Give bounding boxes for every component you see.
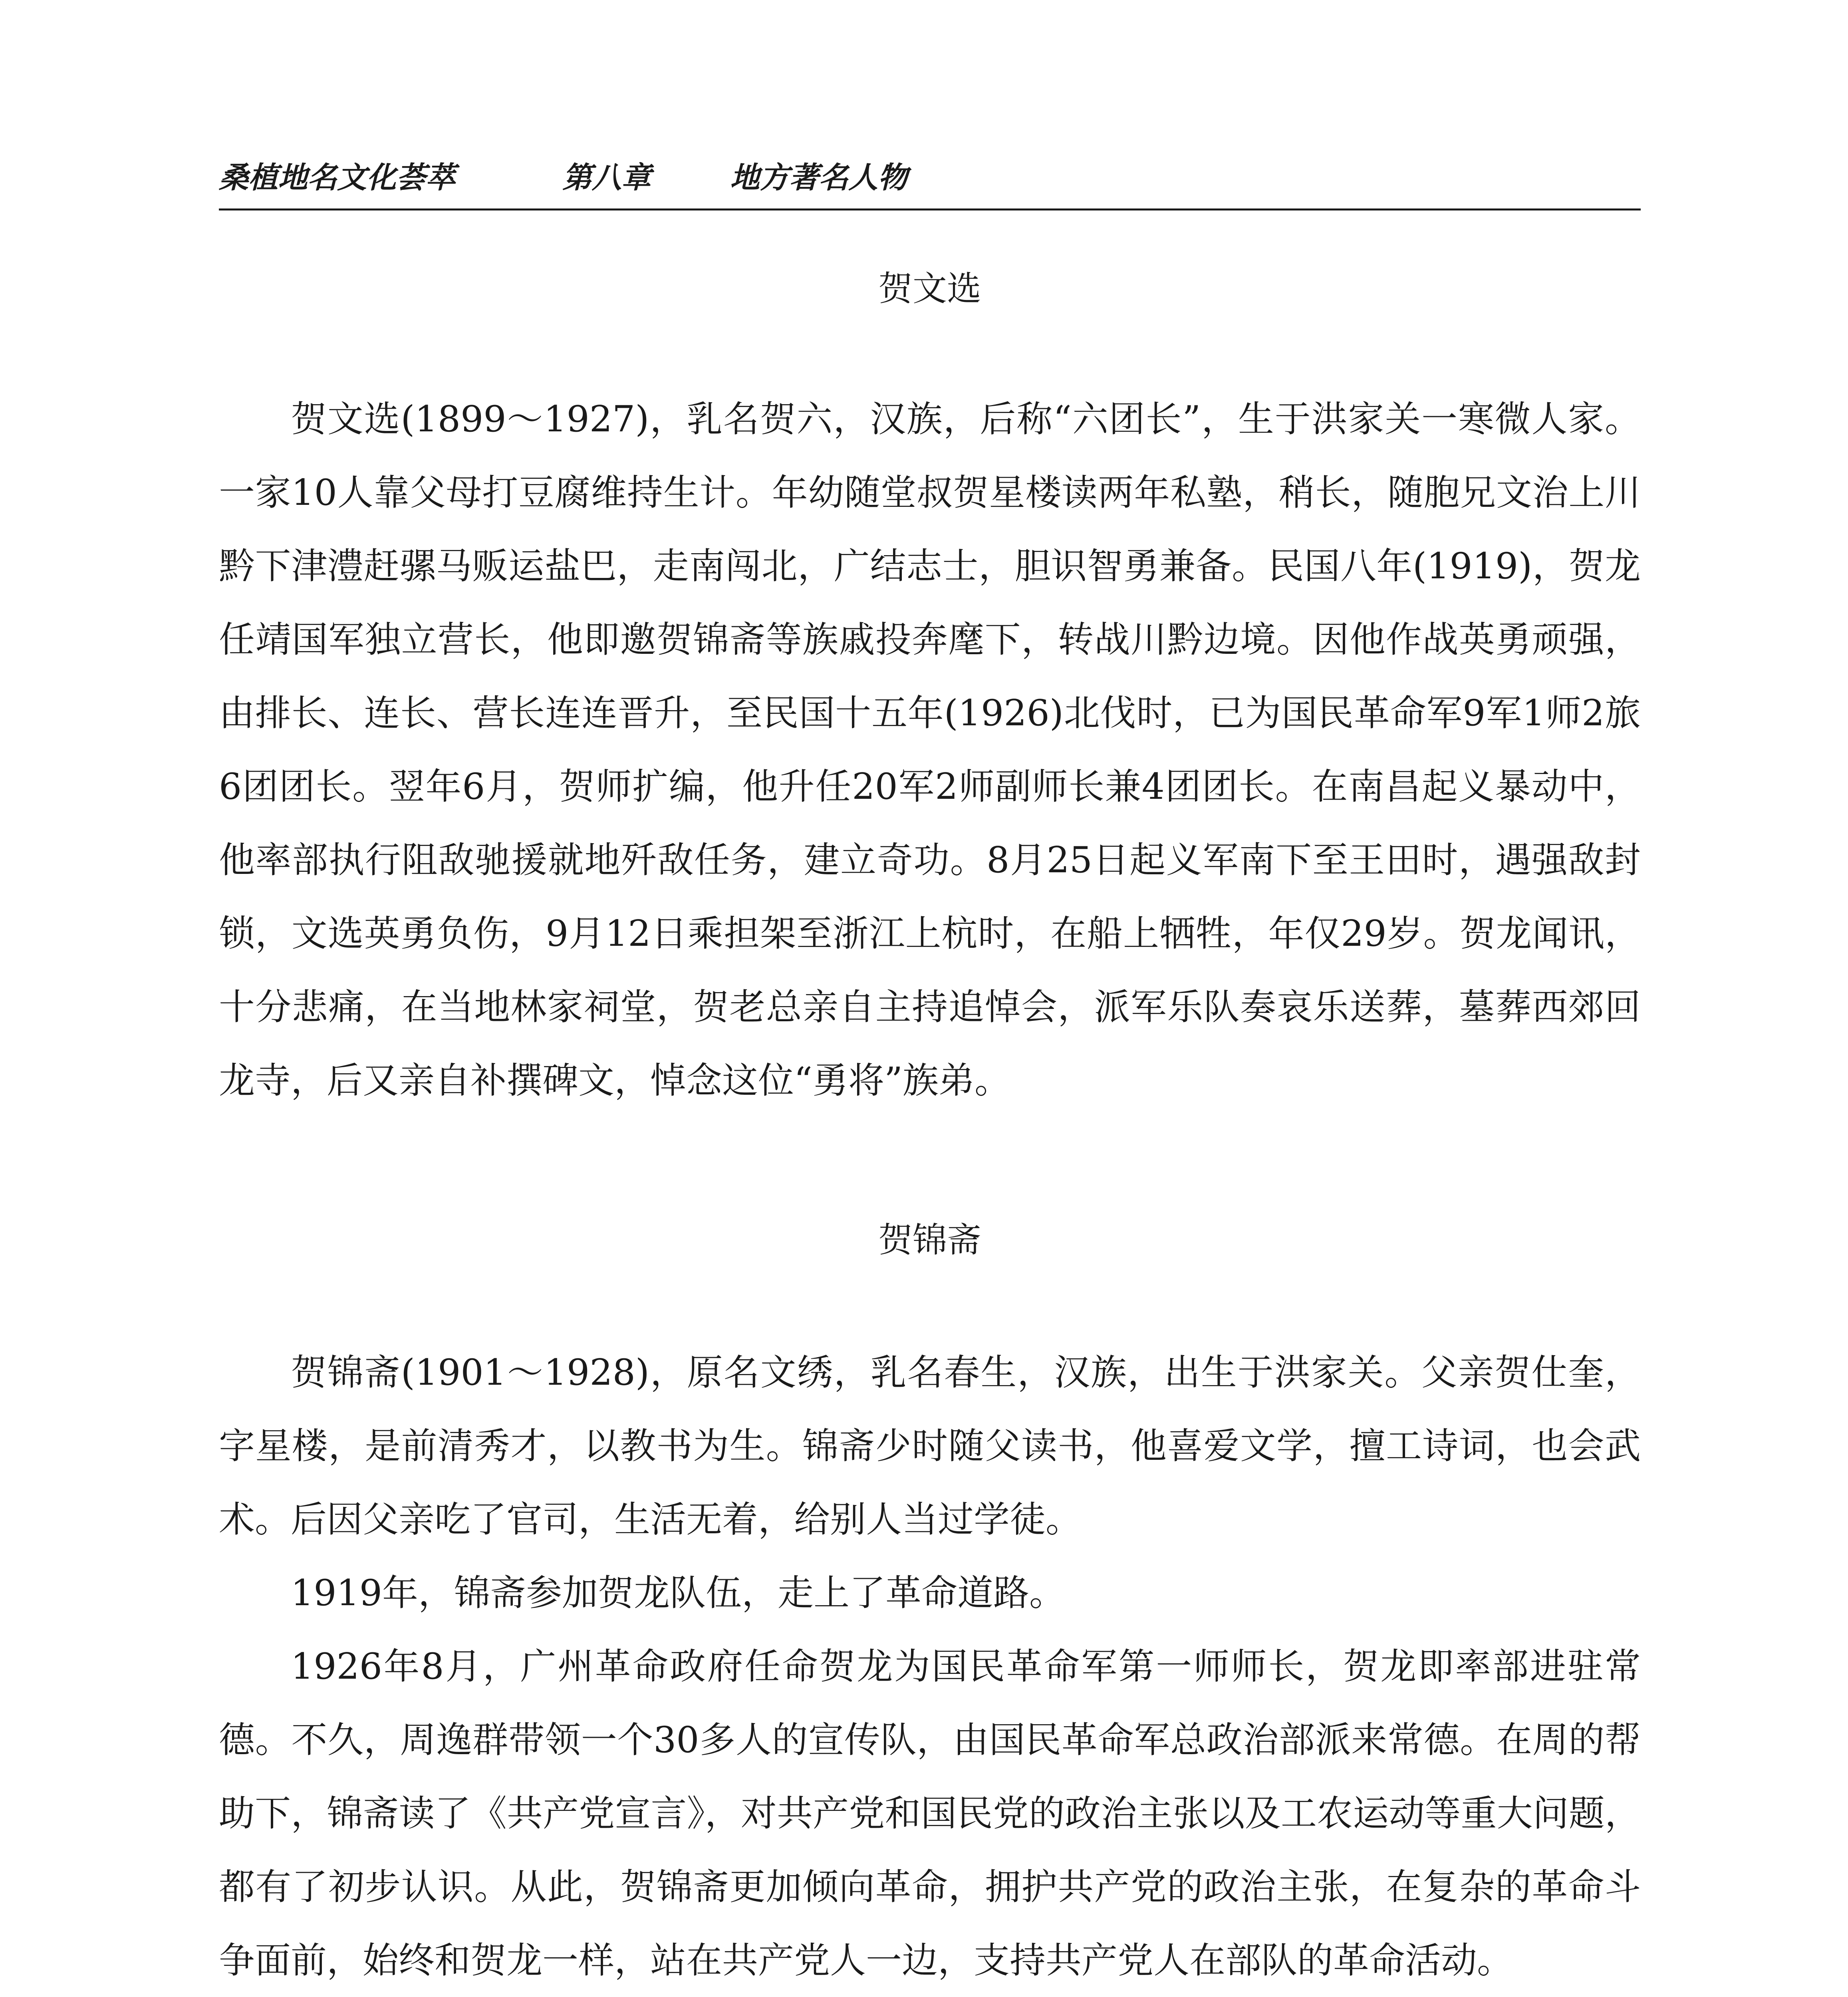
chapter-number: 第八章	[562, 161, 651, 195]
paragraph: 1919年，锦斋参加贺龙队伍，走上了革命道路。	[291, 1572, 1066, 1614]
paragraph: 贺文选(1899～1927)，乳名贺六，汉族，后称“六团长”，生于洪家关一寒微人家。一家10人靠父母打豆腐维持生计。年幼随堂叔贺星楼读两年私塾，稍长，随胞兄文治上川黔下津澧赶骡马贩运盐巴，走南闯北，广结志士，胆识智勇兼备。民国八年(1919)，贺龙任靖国军独立营长，他即邀贺锦斋等族戚投奔麾下，转战川黔边境。因他作战英勇顽强，由排长、连长、营长连连晋升，至民国十五年(1926)北伐时，已为国民革命军9军1师2旅6团团长。翌年6月，贺师扩编，他升任20军2师副师长兼4团团长。在南昌起义暴动中，他率部执行阻敌驰援就地歼敌任务，建立奇功。8月25日起义军南下至王田时，遇强敌封锁，文选英勇负伤，9月12日乘担架至浙江上杭时，在船上牺牲，年仅29岁。贺龙闻讯，十分悲痛，在当地林家祠堂，贺老总亲自主持追悼会，派军乐队奏哀乐送葬，墓葬西郊回龙寺，后又亲自补撰碑文，悼念这位“勇将”族弟。	[219, 398, 1641, 1102]
section-body-he-wenxuan	[219, 383, 1641, 1118]
paragraph: 1926年8月，广州革命政府任命贺龙为国民革命军第一师师长，贺龙即率部进驻常德。不久，周逸群带领一个30多人的宣传队，由国民革命军总政治部派来常德。在周的帮助下，锦斋读了《共产党宣言》，对共产党和国民党的政治主张以及工农运动等重大问题，都有了初步认识。从此，贺锦斋更加倾向革命，拥护共产党的政治主张，在复杂的革命斗争面前，始终和贺龙一样，站在共产党人一边，支持共产党人在部队的革命活动。	[219, 1646, 1641, 1981]
section-title-he-wenxuan: 贺文选	[878, 269, 981, 309]
paragraph: 贺锦斋(1901～1928)，原名文绣，乳名春生，汉族，出生于洪家关。父亲贺仕奎，字星楼，是前清秀才，以教书为生。锦斋少时随父读书，他喜爱文学，擅工诗词，也会武术。后因父亲吃了官司，生活无着，给别人当过学徒。	[219, 1352, 1641, 1540]
book-title: 桑植地名文化荟萃	[219, 161, 455, 195]
chapter-title: 地方著名人物	[730, 161, 907, 195]
running-header	[219, 156, 1641, 200]
section-body-he-jinzhai	[219, 1336, 1641, 1997]
section-title-he-jinzhai: 贺锦斋	[878, 1220, 981, 1260]
header-rule	[219, 208, 1641, 210]
